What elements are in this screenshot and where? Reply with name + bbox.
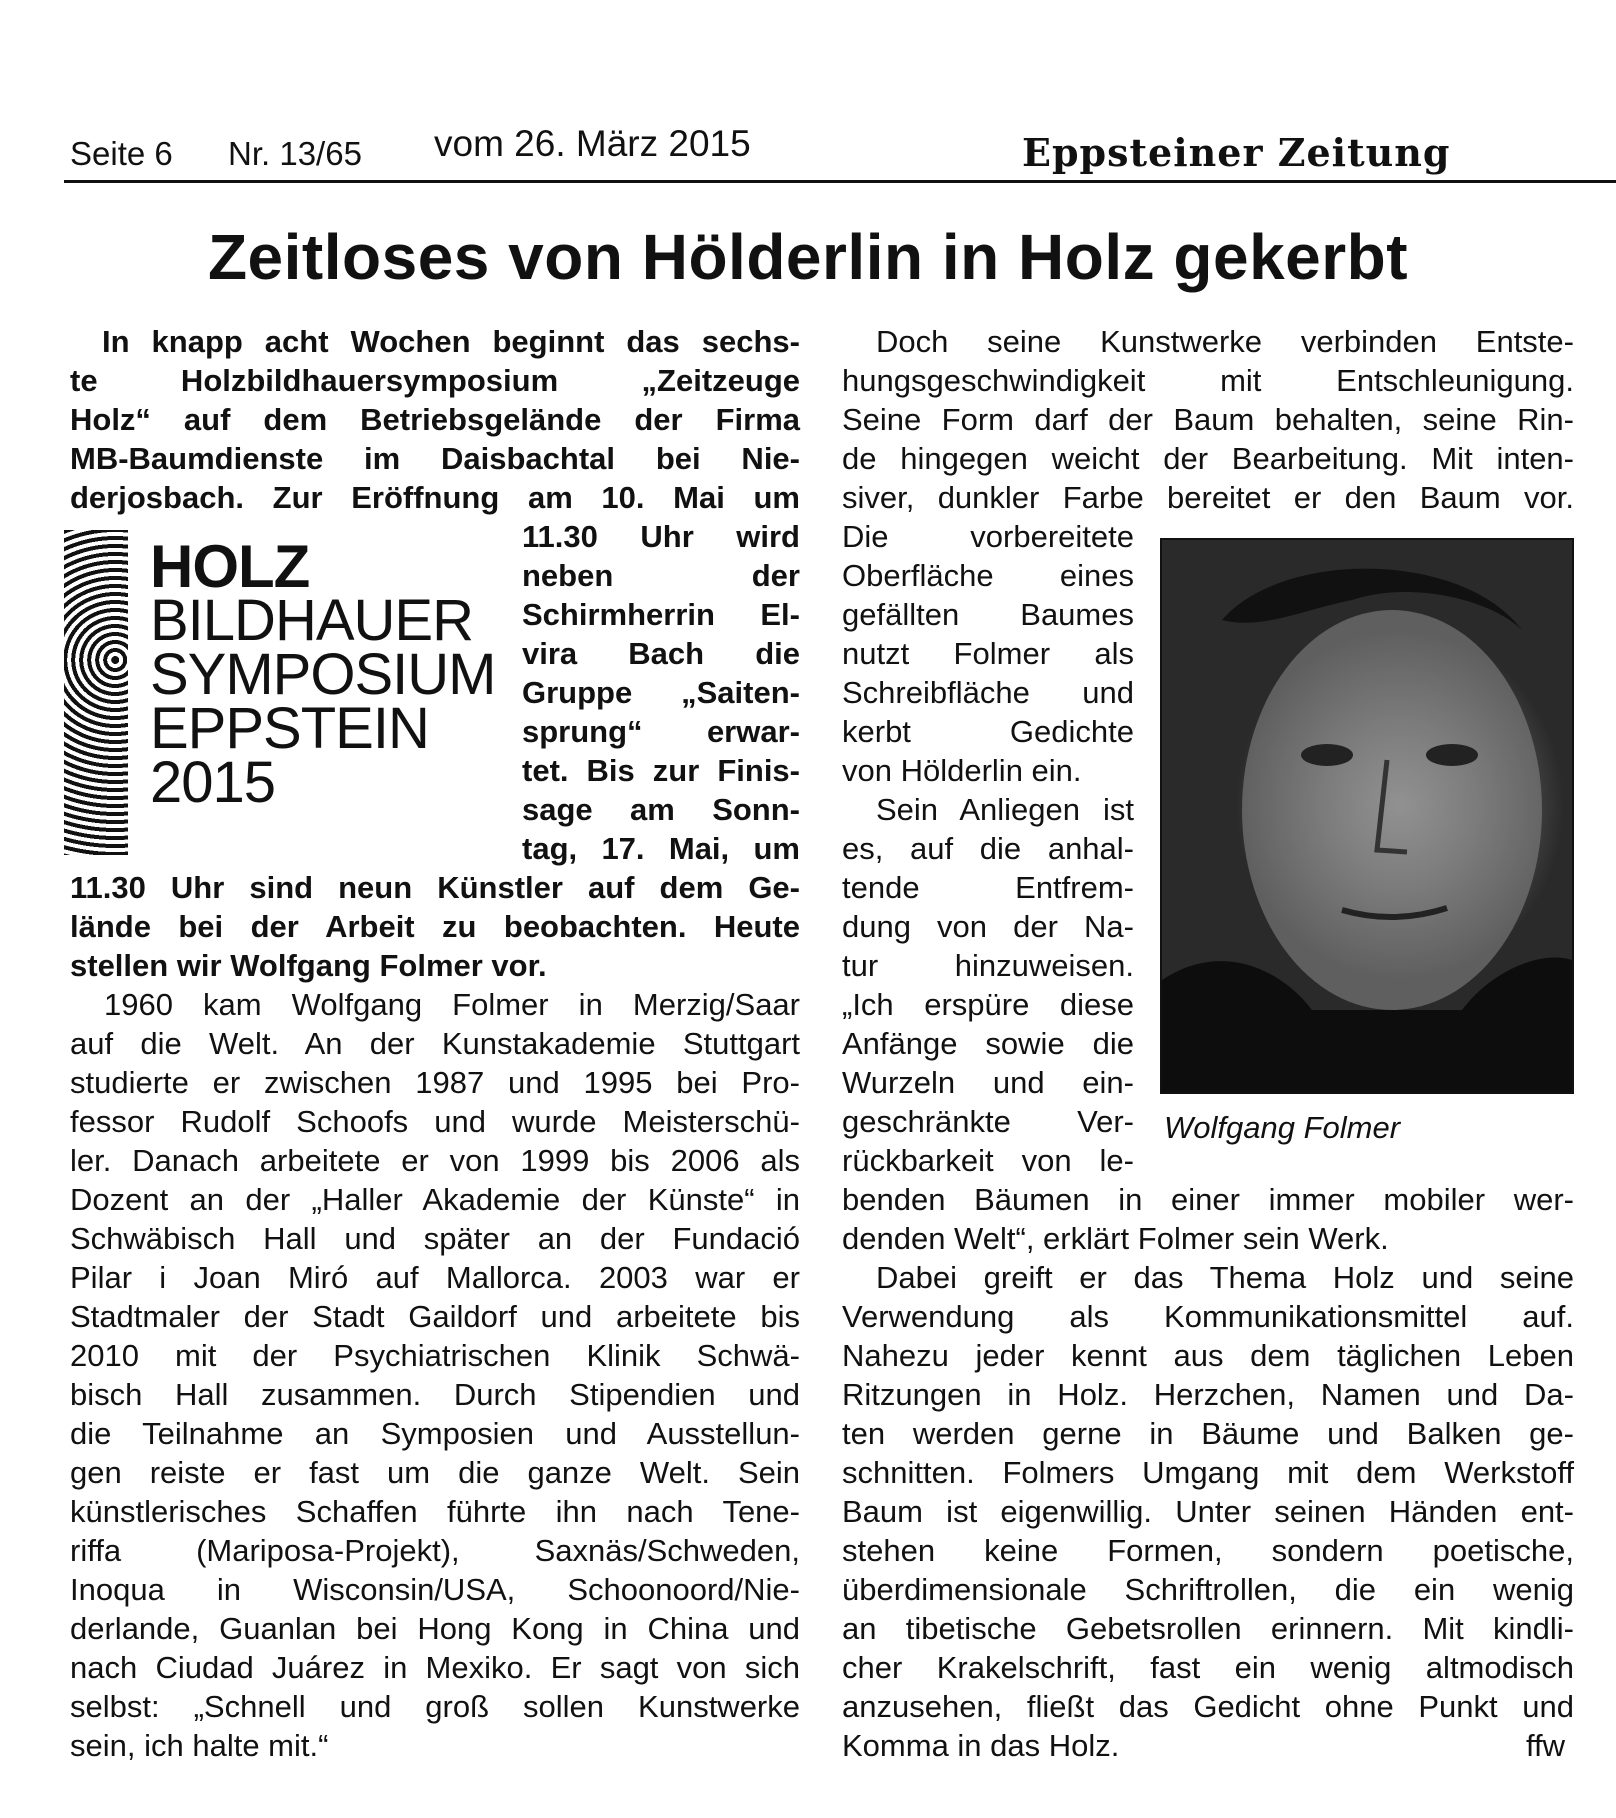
lead-beside-logo <box>522 517 800 868</box>
body-line: an tibetische Gebetsrollen erinnern. Mit kindli- <box>842 1611 1574 1646</box>
body-line: cher Krakelschrift, fast ein wenig altmodisch <box>842 1650 1574 1685</box>
body-line: es, auf die anhal- <box>842 831 1134 866</box>
page-number: Seite 6 <box>70 135 173 172</box>
lead-line: vira Bach die <box>522 636 800 671</box>
right-narrow <box>842 517 1134 1180</box>
headline: Zeitloses von Hölderlin in Holz gekerbt <box>207 221 1409 293</box>
lead-line: Gruppe „Saiten- <box>522 675 800 710</box>
logo-line: BILDHAUER <box>150 588 473 653</box>
symposium-logo <box>64 530 494 855</box>
body-line: stehen keine Formen, sondern poetische, <box>842 1533 1574 1568</box>
logo-line: SYMPOSIUM <box>150 642 496 707</box>
fingerprint-wood-icon <box>64 530 128 855</box>
lead-line: In knapp acht Wochen beginnt das sechs- <box>102 324 800 359</box>
body-line: Schreibfläche und <box>842 675 1134 710</box>
body-line: ler. Danach arbeitete er von 1999 bis 2006 als <box>70 1143 800 1178</box>
lead-line: stellen wir Wolfgang Folmer vor. <box>70 948 547 983</box>
body-line: „Ich erspüre diese <box>842 987 1134 1022</box>
issue-number: Nr. 13/65 <box>228 135 362 172</box>
body-line: Inoqua in Wisconsin/USA, Schoonoord/Nie- <box>70 1572 800 1607</box>
body-line: von Hölderlin ein. <box>842 753 1082 788</box>
body-line: fessor Rudolf Schoofs und wurde Meisterschü- <box>70 1104 800 1139</box>
body-line: nutzt Folmer als <box>842 636 1134 671</box>
body-line: künstlerisches Schaffen führte ihn nach Tene- <box>70 1494 800 1529</box>
portrait-photo <box>1160 538 1574 1094</box>
lead-line: tag, 17. Mai, um <box>522 831 800 866</box>
body-line: Dabei greift er das Thema Holz und seine <box>876 1260 1574 1295</box>
body-line: riffa (Mariposa-Projekt), Saxnäs/Schweden, <box>70 1533 800 1568</box>
body-line: geschränkte Ver- <box>842 1104 1134 1139</box>
body-line: Anfänge sowie die <box>842 1026 1134 1061</box>
body-line: rückbarkeit von le- <box>842 1143 1134 1178</box>
body-line: schnitten. Folmers Umgang mit dem Werkstoff <box>842 1455 1574 1490</box>
body-line: tur hinzuweisen. <box>842 948 1134 983</box>
lead-line: neben der <box>522 558 800 593</box>
left-body <box>70 985 800 1765</box>
body-line: sein, ich halte mit.“ <box>70 1728 329 1763</box>
lead-line: 11.30 Uhr sind neun Künstler auf dem Ge- <box>70 870 800 905</box>
body-line: tende Entfrem- <box>842 870 1134 905</box>
lead-line: derjosbach. Zur Eröffnung am 10. Mai um <box>70 480 800 515</box>
lead-top <box>70 322 800 517</box>
body-line: Nahezu jeder kennt aus dem täglichen Leben <box>842 1338 1574 1373</box>
lead-line: Schirmherrin El- <box>522 597 800 632</box>
body-line: ten werden gerne in Bäume und Balken ge- <box>842 1416 1574 1451</box>
lead-line: sage am Sonn- <box>522 792 800 827</box>
body-line: Stadtmaler der Stadt Gaildorf und arbeitete bis <box>70 1299 800 1334</box>
lead-line: tet. Bis zur Finis- <box>522 753 800 788</box>
body-line: die Teilnahme an Symposien und Ausstellun- <box>70 1416 800 1451</box>
header-rule <box>64 180 1616 183</box>
body-line: auf die Welt. An der Kunstakademie Stuttgart <box>70 1026 800 1061</box>
body-line: anzusehen, fließt das Gedicht ohne Punkt und <box>842 1689 1574 1724</box>
logo-line: EPPSTEIN <box>150 696 429 761</box>
right-bottom <box>842 1180 1574 1765</box>
body-line: Die vorbereitete <box>842 519 1134 554</box>
body-line: de hingegen weicht der Bearbeitung. Mit inten- <box>842 441 1574 476</box>
body-line: 1960 kam Wolfgang Folmer in Merzig/Saar <box>104 987 800 1022</box>
lead-line: MB-Baumdienste im Daisbachtal bei Nie- <box>70 441 800 476</box>
body-line: Komma in das Holz. <box>842 1728 1120 1763</box>
body-line: hungsgeschwindigkeit mit Entschleunigung. <box>842 363 1574 398</box>
body-line: überdimensionale Schriftrollen, die ein wenig <box>842 1572 1574 1607</box>
body-line: selbst: „Schnell und groß sollen Kunstwerke <box>70 1689 800 1724</box>
body-line: 2010 mit der Psychiatrischen Klinik Schwä- <box>70 1338 800 1373</box>
lead-line: te Holzbildhauersymposium „Zeitzeuge <box>70 363 800 398</box>
body-line: Verwendung als Kommunikationsmittel auf. <box>842 1299 1574 1334</box>
body-line: Baum ist eigenwillig. Unter seinen Händen ent- <box>842 1494 1574 1529</box>
body-line: Seine Form darf der Baum behalten, seine Rin- <box>842 402 1574 437</box>
body-line: denden Welt“, erklärt Folmer sein Werk. <box>842 1221 1389 1256</box>
body-line: Oberfläche eines <box>842 558 1134 593</box>
body-line: Schwäbisch Hall und später an der Fundació <box>70 1221 800 1256</box>
body-line: Wurzeln und ein- <box>842 1065 1134 1100</box>
lead-line: lände bei der Arbeit zu beobachten. Heute <box>70 909 800 944</box>
body-line: nach Ciudad Juárez in Mexiko. Er sagt von sich <box>70 1650 800 1685</box>
body-line: bisch Hall zusammen. Durch Stipendien und <box>70 1377 800 1412</box>
logo-line: 2015 <box>150 750 276 815</box>
body-line: Ritzungen in Holz. Herzchen, Namen und Da- <box>842 1377 1574 1412</box>
body-line: Doch seine Kunstwerke verbinden Entste- <box>876 324 1574 359</box>
body-line: Pilar i Joan Miró auf Mallorca. 2003 war er <box>70 1260 800 1295</box>
body-line: benden Bäumen in einer immer mobiler wer- <box>842 1182 1574 1217</box>
body-line: siver, dunkler Farbe bereitet er den Baum vor. <box>842 480 1574 515</box>
body-line: dung von der Na- <box>842 909 1134 944</box>
newspaper-name: Eppsteiner Zeitung <box>1022 130 1451 175</box>
logo-text <box>150 533 496 815</box>
issue-date: vom 26. März 2015 <box>434 123 751 164</box>
photo-caption: Wolfgang Folmer <box>1164 1110 1401 1145</box>
body-line: Dozent an der „Haller Akademie der Künste“ in <box>70 1182 800 1217</box>
body-line: kerbt Gedichte <box>842 714 1134 749</box>
portrait-image <box>1162 540 1572 1092</box>
body-line: derlande, Guanlan bei Hong Kong in China und <box>70 1611 800 1646</box>
body-line: gefällten Baumes <box>842 597 1134 632</box>
body-line: studierte er zwischen 1987 und 1995 bei Pro- <box>70 1065 800 1100</box>
body-line: gen reiste er fast um die ganze Welt. Sein <box>70 1455 800 1490</box>
lead-line: Holz“ auf dem Betriebsgelände der Firma <box>70 402 800 437</box>
body-line: Sein Anliegen ist <box>876 792 1134 827</box>
lead-bottom <box>70 868 800 985</box>
author-signature: ffw <box>1526 1728 1566 1763</box>
right-top <box>842 322 1574 517</box>
lead-line: 11.30 Uhr wird <box>522 519 800 554</box>
logo-line: HOLZ <box>150 533 310 600</box>
lead-line: sprung“ erwar- <box>522 714 800 749</box>
